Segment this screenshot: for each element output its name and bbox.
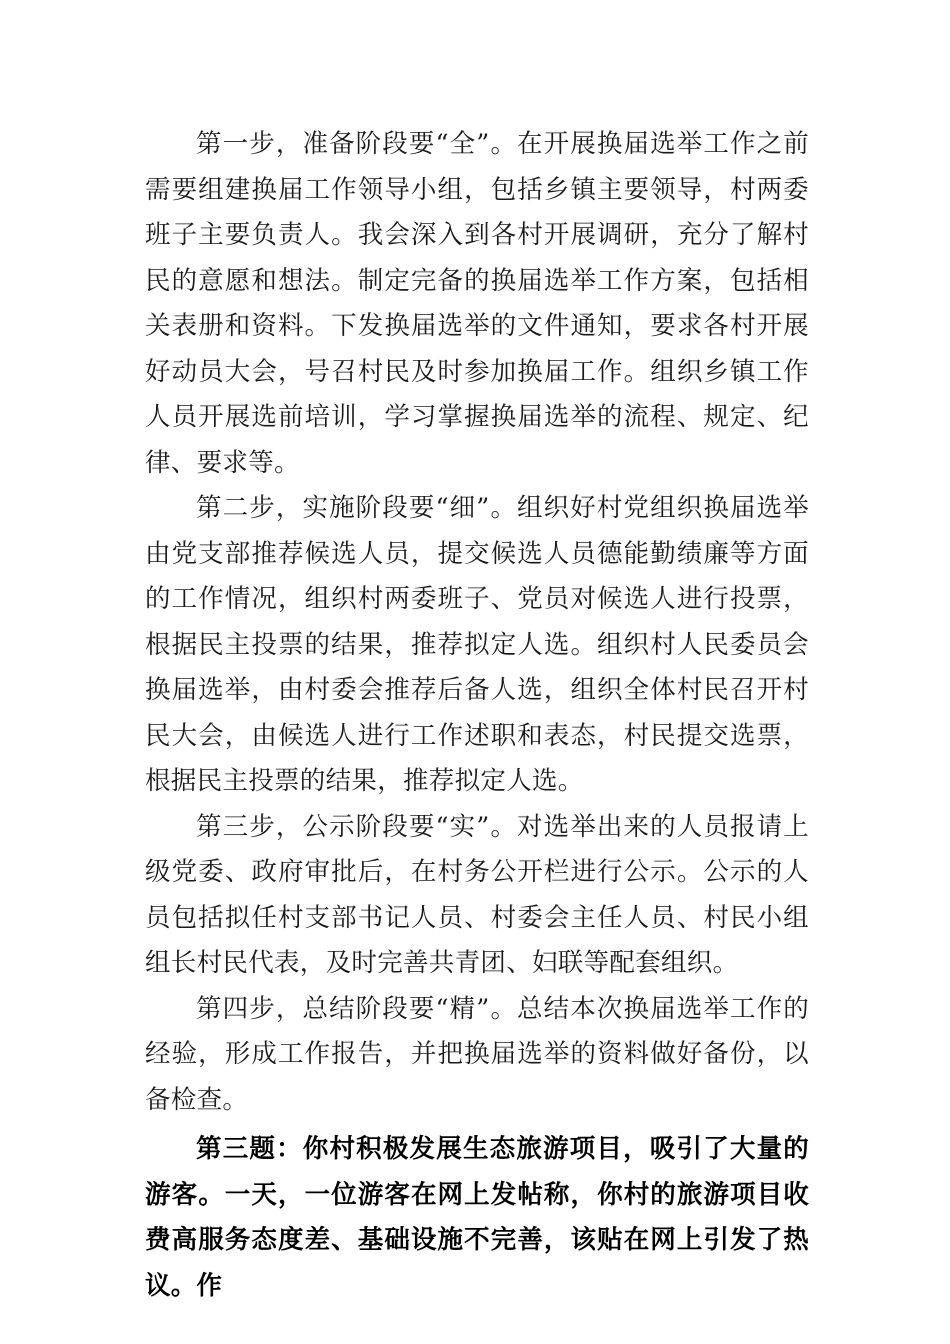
paragraph-step-four: 第四步，总结阶段要“精”。总结本次换届选举工作的经验，形成工作报告，并把换届选举的资料做好备份，以备检查。 <box>145 993 809 1115</box>
paragraph-step-two: 第二步，实施阶段要“细”。组织好村党组织换届选举由党支部推荐候选人员，提交候选人员德能勤绩廉等方面的工作情况，组织村两委班子、党员对候选人进行投票，根据民主投票的结果，推荐拟定人选。组织村人民委员会换届选举，由村委会推荐后备人选，组织全体村民召开村民大会，由候选人进行工作述职和表态，村民提交选票，根据民主投票的结果，推荐拟定人选。 <box>145 493 809 796</box>
paragraph-step-one: 第一步，准备阶段要“全”。在开展换届选举工作之前需要组建换届工作领导小组，包括乡镇主要领导，村两委班子主要负责人。我会深入到各村开展调研，充分了解村民的意愿和想法。制定完备的换届选举工作方案，包括相关表册和资料。下发换届选举的文件通知，要求各村开展好动员大会，号召村民及时参加换届工作。组织乡镇工作人员开展选前培训，学习掌握换届选举的流程、规定、纪律、要求等。 <box>145 129 809 478</box>
document-body <box>145 122 809 1309</box>
question-three: 第三题：你村积极发展生态旅游项目，吸引了大量的游客。一天，一位游客在网上发帖称，你村的旅游项目收费高服务态度差、基础设施不完善，该贴在网上引发了热议。作 <box>145 1134 809 1301</box>
paragraph-step-three: 第三步，公示阶段要“实”。对选举出来的人员报请上级党委、政府审批后，在村务公开栏进行公示。公示的人员包括拟任村支部书记人员、村委会主任人员、村民小组组长村民代表，及时完善共青团、妇联等配套组织。 <box>145 811 809 978</box>
